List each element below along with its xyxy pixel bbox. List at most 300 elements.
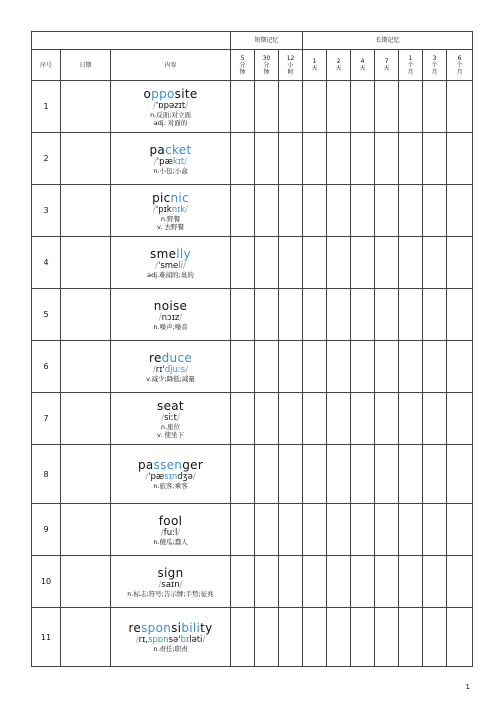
row-number: 1 (32, 81, 61, 133)
review-checkbox-cell[interactable] (399, 556, 423, 608)
review-checkbox-cell[interactable] (303, 393, 327, 445)
phonetic (111, 528, 230, 538)
review-checkbox-cell[interactable] (231, 556, 255, 608)
meaning-line: adj.难闻的;臭的 (147, 270, 194, 279)
interval-header-text: 30 (262, 54, 271, 62)
review-checkbox-cell[interactable] (375, 81, 399, 133)
content-cell (111, 133, 231, 185)
date-cell[interactable] (61, 393, 111, 445)
text-segment: kɪt (172, 156, 185, 167)
review-checkbox-cell[interactable] (423, 81, 447, 133)
review-checkbox-cell[interactable] (351, 185, 375, 237)
review-checkbox-cell[interactable] (255, 289, 279, 341)
phonetic (111, 635, 230, 645)
text-segment: duce (161, 350, 193, 365)
phonetic (111, 261, 230, 271)
review-checkbox-cell[interactable] (327, 289, 351, 341)
vocab-word (111, 191, 230, 205)
interval-header-text: 月 (456, 68, 463, 76)
review-checkbox-cell[interactable] (327, 393, 351, 445)
interval-header (447, 50, 473, 81)
slash-mark: / (185, 364, 189, 375)
text-segment: rɪ' (155, 364, 165, 375)
review-checkbox-cell[interactable] (399, 445, 423, 504)
interval-header-text: 1 (408, 54, 413, 62)
header-group-row (32, 32, 473, 50)
review-checkbox-cell[interactable] (255, 133, 279, 185)
text-segment: spon (141, 621, 172, 635)
interval-header-text: 个 (407, 61, 414, 69)
review-checkbox-cell[interactable] (327, 556, 351, 608)
review-checkbox-cell[interactable] (351, 504, 375, 556)
review-checkbox-cell[interactable] (231, 393, 255, 445)
review-checkbox-cell[interactable] (423, 608, 447, 667)
table-row (32, 289, 473, 341)
text-segment: li (178, 260, 184, 271)
date-cell[interactable] (61, 608, 111, 667)
text-segment: fool (158, 513, 183, 528)
text-segment: djuːs (164, 364, 186, 375)
vocab-word (111, 458, 230, 472)
date-cell[interactable] (61, 556, 111, 608)
review-checkbox-cell[interactable] (375, 608, 399, 667)
text-segment: fuːl (163, 527, 178, 538)
review-checkbox-cell[interactable] (303, 81, 327, 133)
interval-header-text: 个 (431, 61, 438, 69)
text-segment: o (143, 86, 152, 101)
table-row (32, 556, 473, 608)
col-content-header: 内容 (111, 50, 231, 81)
table-body (32, 32, 473, 667)
vocab-word (111, 87, 230, 101)
slash-mark: / (177, 527, 181, 538)
text-segment: bɪ (180, 635, 190, 645)
interval-header-text: 钟 (239, 68, 246, 76)
slash-mark: / (153, 156, 157, 167)
interval-header (327, 50, 351, 81)
vocab-word (111, 247, 230, 261)
text-segment: 'pæ (156, 156, 173, 167)
review-checkbox-cell[interactable] (351, 289, 375, 341)
review-checkbox-cell[interactable] (399, 237, 423, 289)
review-checkbox-cell[interactable] (303, 504, 327, 556)
date-cell[interactable] (61, 185, 111, 237)
interval-header (423, 50, 447, 81)
interval-header (303, 50, 327, 81)
review-checkbox-cell[interactable] (327, 81, 351, 133)
text-segment: pa (137, 458, 154, 472)
long-term-header: 长期记忆 (303, 32, 473, 50)
review-checkbox-cell[interactable] (303, 556, 327, 608)
row-number: 5 (32, 289, 61, 341)
review-checkbox-cell[interactable] (351, 133, 375, 185)
review-checkbox-cell[interactable] (375, 556, 399, 608)
col-no-header: 序号 (32, 50, 61, 81)
slash-mark: / (152, 204, 156, 215)
review-checkbox-cell[interactable] (327, 133, 351, 185)
review-checkbox-cell[interactable] (255, 341, 279, 393)
interval-header-text: 2 (336, 58, 341, 65)
review-checkbox-cell[interactable] (303, 133, 327, 185)
vocab-word (111, 514, 230, 528)
review-checkbox-cell[interactable] (399, 289, 423, 341)
short-term-header: 短期记忆 (231, 32, 303, 50)
text-segment: 'pæ (148, 472, 165, 482)
slash-mark: / (155, 260, 158, 271)
review-checkbox-cell[interactable] (279, 608, 303, 667)
review-checkbox-cell[interactable] (255, 393, 279, 445)
review-checkbox-cell[interactable] (423, 289, 447, 341)
vocab-word (111, 621, 230, 635)
review-checkbox-cell[interactable] (351, 237, 375, 289)
content-cell (111, 289, 231, 341)
vocab-word (111, 566, 230, 580)
interval-header-text: 月 (407, 68, 414, 76)
review-checkbox-cell[interactable] (447, 289, 473, 341)
slash-mark: / (135, 635, 139, 645)
phonetic (111, 472, 230, 482)
meaning-line: n.反面;对立面 (150, 110, 191, 119)
row-number: 8 (32, 445, 61, 504)
review-checkbox-cell[interactable] (399, 504, 423, 556)
text-segment: dʒə (177, 472, 193, 482)
review-checkbox-cell[interactable] (375, 237, 399, 289)
text-segment: sɪn (164, 472, 178, 482)
date-cell[interactable] (61, 341, 111, 393)
review-checkbox-cell[interactable] (423, 133, 447, 185)
text-segment: seat (157, 398, 184, 413)
review-checkbox-cell[interactable] (423, 237, 447, 289)
interval-header-text: 7 (384, 58, 389, 65)
review-checkbox-cell[interactable] (255, 504, 279, 556)
text-segment: site (174, 86, 198, 101)
content-cell (111, 393, 231, 445)
text-segment: nɔɪz (161, 312, 180, 323)
date-cell[interactable] (61, 133, 111, 185)
table-row (32, 341, 473, 393)
review-checkbox-cell[interactable] (327, 185, 351, 237)
review-checkbox-cell[interactable] (375, 185, 399, 237)
text-segment: nic (170, 190, 189, 205)
content-cell (111, 341, 231, 393)
text-segment: ppo (151, 86, 175, 101)
table-row (32, 504, 473, 556)
interval-header-text: 天 (311, 65, 318, 72)
row-number: 9 (32, 504, 61, 556)
meaning-line: n.责任;职责 (153, 645, 188, 653)
review-checkbox-cell[interactable] (327, 504, 351, 556)
text-segment: ty (200, 621, 213, 635)
content-cell (111, 445, 231, 504)
content-cell (111, 81, 231, 133)
text-segment: pa (149, 142, 166, 157)
slash-mark: / (185, 204, 189, 215)
meaning-line: v.减少;降低;减量 (146, 374, 195, 383)
meaning-line: n.傻瓜;蠢人 (153, 537, 188, 546)
text-segment: sme (150, 246, 177, 261)
meaning-line: n.标志;符号;告示牌;手势;征兆 (127, 589, 214, 598)
row-number: 10 (32, 556, 61, 608)
review-checkbox-cell[interactable] (375, 341, 399, 393)
content-cell (111, 608, 231, 667)
review-checkbox-cell[interactable] (423, 445, 447, 504)
review-checkbox-cell[interactable] (423, 504, 447, 556)
review-checkbox-cell[interactable] (447, 608, 473, 667)
interval-header-text: 6 (457, 54, 462, 62)
phonetic (111, 580, 230, 590)
review-checkbox-cell[interactable] (423, 185, 447, 237)
text-segment: nɪk (171, 204, 186, 215)
interval-header-text: 分 (239, 61, 246, 69)
interval-header (231, 50, 255, 81)
slash-mark: / (184, 156, 188, 167)
text-segment: ləti (189, 635, 203, 645)
review-checkbox-cell[interactable] (375, 504, 399, 556)
review-checkbox-cell[interactable] (255, 185, 279, 237)
table-row (32, 81, 473, 133)
table-row (32, 608, 473, 667)
text-segment: 'sme (158, 260, 179, 271)
review-checkbox-cell[interactable] (303, 289, 327, 341)
memory-table (31, 31, 473, 667)
interval-header-text: 天 (359, 65, 366, 72)
interval-header (351, 50, 375, 81)
table-row (32, 393, 473, 445)
text-segment: noise (153, 298, 188, 313)
vocab-word (111, 143, 230, 157)
interval-header-text: 个 (456, 61, 463, 69)
slash-mark: / (145, 472, 149, 482)
review-checkbox-cell[interactable] (447, 504, 473, 556)
review-checkbox-cell[interactable] (231, 341, 255, 393)
vocab-word (111, 299, 230, 313)
review-checkbox-cell[interactable] (399, 608, 423, 667)
review-checkbox-cell[interactable] (279, 237, 303, 289)
slash-mark: / (160, 527, 164, 538)
interval-header-text: 天 (335, 65, 342, 72)
text-segment: ɒpə (158, 100, 175, 111)
text-segment: siːt (164, 412, 177, 423)
text-segment: bili (181, 621, 201, 635)
interval-header-text: 钟 (263, 68, 270, 76)
content-cell (111, 504, 231, 556)
review-checkbox-cell[interactable] (351, 608, 375, 667)
review-checkbox-cell[interactable] (279, 133, 303, 185)
date-cell[interactable] (61, 81, 111, 133)
interval-header (399, 50, 423, 81)
review-checkbox-cell[interactable] (327, 341, 351, 393)
review-checkbox-cell[interactable] (327, 608, 351, 667)
interval-header (375, 50, 399, 81)
interval-header (279, 50, 303, 81)
review-checkbox-cell[interactable] (399, 185, 423, 237)
slash-mark: / (177, 412, 180, 423)
review-checkbox-cell[interactable] (303, 341, 327, 393)
date-cell[interactable] (61, 237, 111, 289)
text-segment: ger (182, 458, 204, 472)
review-checkbox-cell[interactable] (279, 341, 303, 393)
review-checkbox-cell[interactable] (399, 81, 423, 133)
interval-header-text: 小 (287, 61, 294, 69)
date-cell[interactable] (61, 504, 111, 556)
date-cell[interactable] (61, 445, 111, 504)
meaning-line: n.野餐 (160, 214, 181, 223)
slash-mark: / (185, 100, 189, 111)
text-segment: spɒn (147, 635, 169, 645)
content-cell (111, 237, 231, 289)
review-checkbox-cell[interactable] (447, 445, 473, 504)
review-checkbox-cell[interactable] (231, 289, 255, 341)
text-segment: zɪt (174, 100, 186, 111)
review-checkbox-cell[interactable] (375, 289, 399, 341)
slash-mark: / (202, 635, 206, 645)
content-cell (111, 556, 231, 608)
text-segment: saɪn (161, 579, 180, 590)
slash-mark: / (152, 100, 156, 111)
slash-mark: / (179, 579, 183, 590)
review-checkbox-cell[interactable] (447, 185, 473, 237)
review-checkbox-cell[interactable] (399, 133, 423, 185)
review-checkbox-cell[interactable] (423, 393, 447, 445)
review-checkbox-cell[interactable] (279, 393, 303, 445)
interval-header-text: 3 (432, 54, 437, 62)
review-checkbox-cell[interactable] (231, 237, 255, 289)
row-number: 11 (32, 608, 61, 667)
review-checkbox-cell[interactable] (423, 556, 447, 608)
text-segment: re (148, 350, 162, 365)
meaning-line: v. 使坐下 (157, 430, 184, 439)
text-segment: pic (152, 190, 171, 205)
review-checkbox-cell[interactable] (231, 133, 255, 185)
review-checkbox-cell[interactable] (231, 608, 255, 667)
review-checkbox-cell[interactable] (279, 445, 303, 504)
review-checkbox-cell[interactable] (303, 445, 327, 504)
review-checkbox-cell[interactable] (231, 504, 255, 556)
interval-header-text: 5 (240, 54, 245, 62)
review-checkbox-cell[interactable] (351, 81, 375, 133)
phonetic (111, 101, 230, 111)
review-checkbox-cell[interactable] (447, 133, 473, 185)
phonetic (111, 205, 230, 215)
review-checkbox-cell[interactable] (375, 133, 399, 185)
slash-mark: / (179, 312, 183, 323)
review-checkbox-cell[interactable] (279, 289, 303, 341)
interval-header-text: 分 (263, 61, 270, 69)
review-checkbox-cell[interactable] (399, 393, 423, 445)
meaning-line: n.座位 (160, 422, 181, 431)
table-row (32, 133, 473, 185)
review-checkbox-cell[interactable] (327, 237, 351, 289)
review-checkbox-cell[interactable] (303, 237, 327, 289)
page-number: 1 (465, 683, 470, 691)
text-segment: ' (155, 100, 159, 111)
meaning-line: n.噪声;噪音 (153, 322, 188, 331)
review-checkbox-cell[interactable] (279, 556, 303, 608)
review-checkbox-cell[interactable] (279, 185, 303, 237)
phonetic (111, 413, 230, 423)
text-segment: 'pɪk (155, 204, 172, 215)
row-number: 6 (32, 341, 61, 393)
review-checkbox-cell[interactable] (447, 556, 473, 608)
review-checkbox-cell[interactable] (327, 445, 351, 504)
review-checkbox-cell[interactable] (447, 81, 473, 133)
table-row (32, 237, 473, 289)
interval-header-text: 4 (360, 58, 365, 65)
interval-header-text: 天 (383, 65, 390, 72)
slash-mark: / (192, 472, 196, 482)
phonetic (111, 365, 230, 375)
text-segment: cket (165, 142, 192, 157)
review-checkbox-cell[interactable] (375, 393, 399, 445)
vocab-word (111, 399, 230, 413)
slash-mark: / (161, 412, 164, 423)
review-checkbox-cell[interactable] (255, 608, 279, 667)
review-checkbox-cell[interactable] (255, 556, 279, 608)
slash-mark: / (158, 312, 162, 323)
review-checkbox-cell[interactable] (447, 341, 473, 393)
slash-mark: / (183, 260, 186, 271)
review-checkbox-cell[interactable] (375, 445, 399, 504)
review-checkbox-cell[interactable] (351, 341, 375, 393)
review-checkbox-cell[interactable] (279, 504, 303, 556)
content-cell (111, 185, 231, 237)
review-checkbox-cell[interactable] (423, 341, 447, 393)
review-checkbox-cell[interactable] (399, 341, 423, 393)
text-segment: sə' (168, 635, 181, 645)
review-checkbox-cell[interactable] (303, 185, 327, 237)
interval-header-text: 时 (287, 68, 294, 76)
row-number: 2 (32, 133, 61, 185)
table-row (32, 445, 473, 504)
slash-mark: / (158, 579, 162, 590)
text-segment: lly (176, 246, 191, 261)
review-checkbox-cell[interactable] (351, 445, 375, 504)
review-checkbox-cell[interactable] (351, 556, 375, 608)
review-checkbox-cell[interactable] (231, 445, 255, 504)
blank-header-cell (32, 32, 231, 50)
review-checkbox-cell[interactable] (231, 185, 255, 237)
header-interval-row (32, 50, 473, 81)
review-checkbox-cell[interactable] (231, 81, 255, 133)
review-checkbox-cell[interactable] (255, 237, 279, 289)
review-checkbox-cell[interactable] (279, 81, 303, 133)
review-checkbox-cell[interactable] (447, 393, 473, 445)
vocab-word (111, 351, 230, 365)
slash-mark: / (152, 364, 156, 375)
phonetic (111, 313, 230, 323)
text-segment: si (171, 621, 182, 635)
row-number: 3 (32, 185, 61, 237)
col-date-header: 日期 (61, 50, 111, 81)
text-segment: sign (157, 565, 184, 580)
review-checkbox-cell[interactable] (255, 445, 279, 504)
date-cell[interactable] (61, 289, 111, 341)
interval-header-text: 月 (431, 68, 438, 76)
text-segment: re (128, 621, 142, 635)
meaning-line: v. 去野餐 (157, 222, 184, 231)
meaning-line: adj. 对面的 (153, 118, 188, 127)
row-number: 7 (32, 393, 61, 445)
meaning-line: n.小包;小盒 (153, 166, 188, 175)
row-number: 4 (32, 237, 61, 289)
text-segment: ssen (153, 458, 183, 472)
review-checkbox-cell[interactable] (255, 81, 279, 133)
interval-header-text: 1 (312, 58, 317, 65)
review-checkbox-cell[interactable] (447, 237, 473, 289)
review-checkbox-cell[interactable] (351, 393, 375, 445)
text-segment: rɪ, (138, 635, 148, 645)
review-checkbox-cell[interactable] (303, 608, 327, 667)
